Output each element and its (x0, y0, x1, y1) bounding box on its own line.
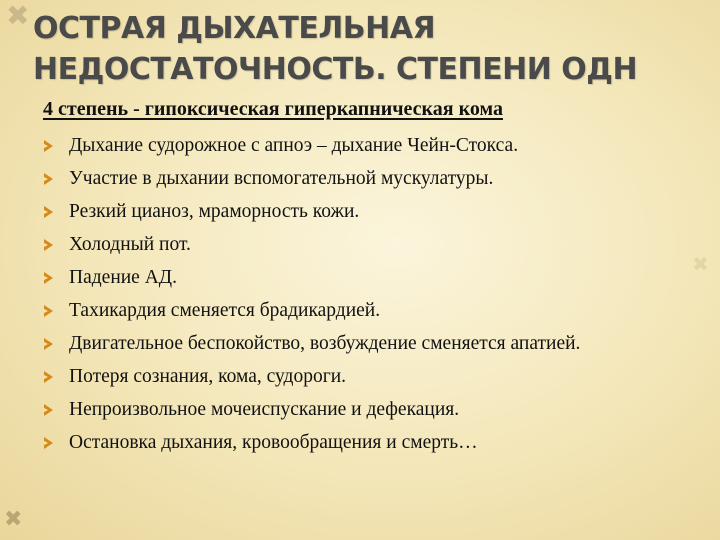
bullet-text: Холодный пот. (69, 234, 191, 255)
bullet-arrow-icon (44, 239, 53, 251)
bullet-arrow-icon (44, 272, 53, 284)
bullet-text: Резкий цианоз, мраморность кожи. (69, 201, 360, 222)
bullet-text: Непроизвольное мочеиспускание и дефекация. (69, 399, 460, 420)
bullet-arrow-icon (44, 404, 53, 416)
bullet-arrow-icon (44, 371, 53, 383)
bullet-item (42, 167, 692, 191)
bullet-arrow-icon (44, 140, 53, 152)
decor-x-mark-bottom-left: ✖ (4, 507, 23, 532)
bullet-text: Падение АД. (69, 267, 177, 288)
bullet-text: Двигательное беспокойство, возбуждение сменяется апатией. (69, 333, 581, 354)
bullet-item (42, 431, 692, 455)
bullet-text: Участие в дыхании вспомогательной мускулатуры. (69, 168, 494, 189)
bullet-item (42, 398, 692, 422)
bullet-item (42, 200, 692, 224)
bullet-text: Потеря сознания, кома, судороги. (69, 366, 347, 387)
bullet-item (42, 299, 692, 323)
decor-x-mark-right: ✖ (692, 252, 709, 276)
bullet-item (42, 332, 692, 356)
bullet-arrow-icon (44, 173, 53, 185)
slide-title (33, 8, 693, 90)
slide-title-line-2: НЕДОСТАТОЧНОСТЬ. СТЕПЕНИ ОДН (33, 52, 638, 87)
bullet-text: Тахикардия сменяется брадикардией. (69, 300, 381, 321)
bullet-item (42, 233, 692, 257)
bullet-text: Остановка дыхания, кровообращения и смерть… (69, 432, 478, 453)
bullet-arrow-icon (44, 338, 53, 350)
bullet-item (42, 266, 692, 290)
bullet-text: Дыхание судорожное с апноэ – дыхание Чейн-Стокса. (69, 135, 519, 156)
bullet-item (42, 134, 692, 158)
bullet-list (42, 134, 692, 464)
slide-title-line-1: ОСТРАЯ ДЫХАТЕЛЬНАЯ (33, 11, 436, 46)
bullet-item (42, 365, 692, 389)
bullet-arrow-icon (44, 305, 53, 317)
decor-x-mark-top: ✖ (6, 0, 30, 32)
bullet-arrow-icon (44, 206, 53, 218)
bullet-arrow-icon (44, 437, 53, 449)
slide-subheading: 4 степень - гипоксическая гиперкапническая кома (43, 98, 503, 120)
